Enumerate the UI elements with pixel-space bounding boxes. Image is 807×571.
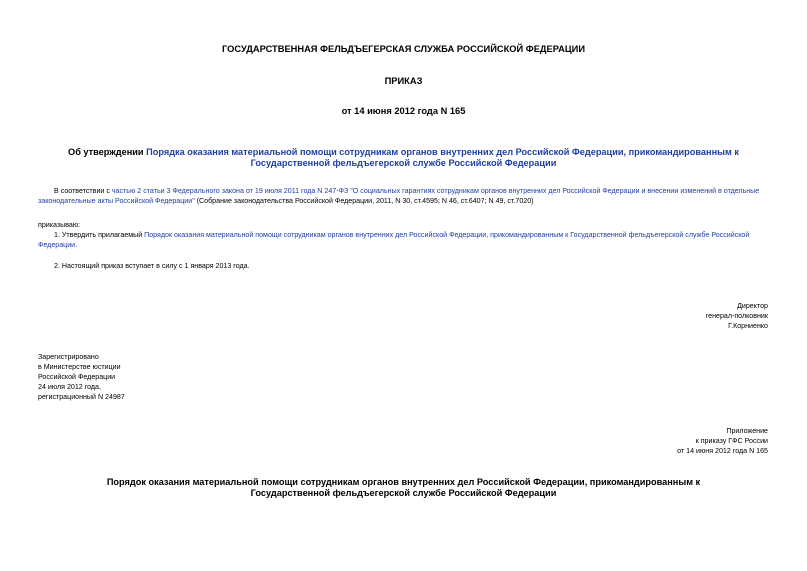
federal-law-link[interactable]: частью 2 статьи 3 Федерального закона от 19 июля 2011 года N 247-ФЗ "О социальных гарантиях сотрудникам органов внутренних дел Российской Федерации и внесении изменений в отдельные законодательные акты Российской Федерации" [38,187,760,205]
order-title-prefix: Об утверждении [68,147,147,157]
preamble-text-start: В соответствии с [54,187,112,195]
item-2-paragraph: 2. Настоящий приказ вступает в силу с 1 января 2013 года. [54,262,250,270]
signature-name: Г.Корниенко [728,322,768,330]
document-type: ПРИКАЗ [384,76,423,86]
appendix-line-3: от 14 июня 2012 года N 165 [677,447,768,455]
registration-block [38,352,125,402]
registration-line-4: 24 июля 2012 года, [38,383,101,391]
procedure-link[interactable]: Порядок оказания материальной помощи сотрудникам органов внутренних дел Российской Федерации, прикомандированным к Государственной фельдъегерской службе Российской Федерации [38,231,750,249]
order-title [36,147,771,169]
appendix-line-1: Приложение [726,427,768,435]
preamble-text-end: (Собрание законодательства Российской Федерации, 2011, N 30, ст.4595; N 46, ст.6407; N 49, ст.7020) [194,197,534,205]
registration-line-2: в Министерстве юстиции [38,363,121,371]
item-1-suffix: . [75,241,78,249]
registration-line-1: Зарегистрировано [38,353,99,361]
preamble-paragraph [38,186,768,206]
registration-line-5: регистрационный N 24987 [38,393,125,401]
order-title-link[interactable]: Порядка оказания материальной помощи сотрудникам органов внутренних дел Российской Федерации, прикомандированным к Государственной фельдъегерской службе Российской Федерации [146,147,739,168]
item-1-prefix: 1. Утвердить прилагаемый [54,231,145,239]
signature-block [706,301,768,331]
appendix-block [677,426,768,456]
registration-line-3: Российской Федерации [38,373,116,381]
appendix-title: Порядок оказания материальной помощи сотрудникам органов внутренних дел Российской Федерации, прикомандированным к Государственной фельдъегерской службе Российской Федерации [106,477,701,498]
document-date-number: от 14 июня 2012 года N 165 [341,106,466,116]
item-1-paragraph [38,230,768,250]
appendix-line-2: к приказу ГФС России [695,437,768,445]
agency-heading: ГОСУДАРСТВЕННАЯ ФЕЛЬДЪЕГЕРСКАЯ СЛУЖБА РОССИЙСКОЙ ФЕДЕРАЦИИ [221,44,586,54]
order-word: приказываю: [38,221,81,229]
signature-rank: генерал-полковник [705,312,768,320]
signature-position: Директор [737,302,768,310]
